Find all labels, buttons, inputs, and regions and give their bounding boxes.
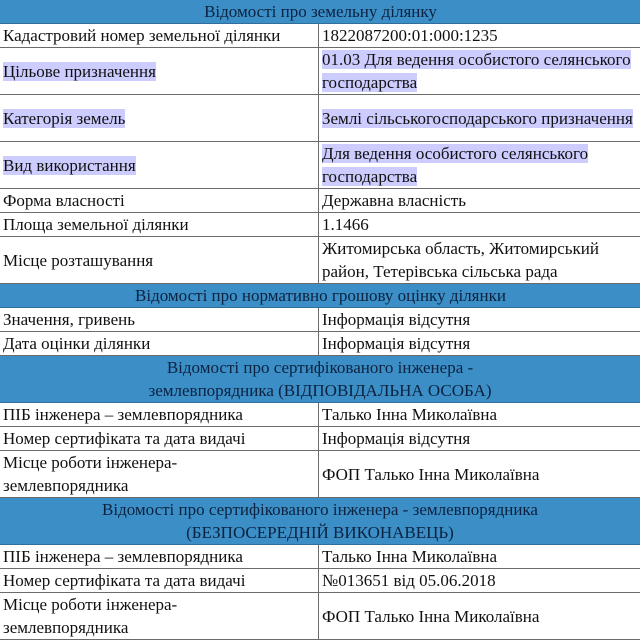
row-value: ФОП Талько Інна Миколаївна: [319, 593, 640, 640]
table-row-land-category: [0, 95, 640, 142]
row-label: Значення, гривень: [0, 308, 319, 332]
row-value: Талько Інна Миколаївна: [319, 403, 640, 427]
row-value: Талько Інна Миколаївна: [319, 545, 640, 569]
table-row-location: [0, 237, 640, 284]
section-title: Відомості про сертифікованого інженера - землевпорядника (БЕЗПОСЕРЕДНІЙ ВИКОНАВЕЦЬ): [0, 498, 640, 545]
section-header-normative-valuation: [0, 284, 640, 308]
row-value: Для ведення особистого селянського господарства: [322, 144, 589, 186]
row-value: 1.1466: [319, 213, 640, 237]
row-label: Місце роботи інженера-землевпорядника: [0, 593, 319, 640]
table-row-certificate: [0, 427, 640, 451]
row-label: Номер сертифіката та дата видачі: [0, 427, 319, 451]
row-value: 01.03 Для ведення особистого селянського господарства: [322, 50, 631, 92]
table-row-engineer-name: [0, 545, 640, 569]
row-label: Категорія земель: [3, 108, 126, 128]
section-header-land-parcel: [0, 0, 640, 24]
row-label: Номер сертифіката та дата видачі: [0, 569, 319, 593]
section-title: Відомості про нормативно грошову оцінку ділянки: [0, 284, 640, 308]
section-header-direct-executor: [0, 498, 640, 545]
row-value: Державна власність: [319, 189, 640, 213]
row-label: Дата оцінки ділянки: [0, 332, 319, 356]
row-label: Кадастровий номер земельної ділянки: [0, 24, 319, 48]
table-row-workplace: [0, 451, 640, 498]
table-row-area: [0, 213, 640, 237]
table-row-usage-type: [0, 142, 640, 189]
table-row-cadastral-number: [0, 24, 640, 48]
row-value: №013651 від 05.06.2018: [319, 569, 640, 593]
row-value: Інформація відсутня: [319, 308, 640, 332]
row-value: Житомирська область, Житомирський район, Тетерівська сільська рада: [319, 237, 640, 284]
section-title: Відомості про земельну ділянку: [0, 0, 640, 24]
row-label: Місце розташування: [0, 237, 319, 284]
table-row-workplace: [0, 593, 640, 640]
table-row-engineer-name: [0, 403, 640, 427]
row-label: ПІБ інженера – землевпорядника: [0, 545, 319, 569]
section-header-responsible-engineer: [0, 356, 640, 403]
row-label: Місце роботи інженера-землевпорядника: [0, 451, 319, 498]
table-row-purpose: [0, 48, 640, 95]
row-label: ПІБ інженера – землевпорядника: [0, 403, 319, 427]
section-title: Відомості про сертифікованого інженера - землевпорядника (ВІДПОВІДАЛЬНА ОСОБА): [0, 356, 640, 403]
row-value: Землі сільськогосподарського призначення: [322, 108, 633, 128]
table-row-valuation-date: [0, 332, 640, 356]
row-label: Форма власності: [0, 189, 319, 213]
table-row-ownership-form: [0, 189, 640, 213]
table-row-certificate: [0, 569, 640, 593]
table-row-valuation-amount: [0, 308, 640, 332]
row-label: Вид використання: [3, 155, 136, 175]
row-value: ФОП Талько Інна Миколаївна: [319, 451, 640, 498]
row-label: Площа земельної ділянки: [0, 213, 319, 237]
row-value: Інформація відсутня: [319, 332, 640, 356]
row-value: Інформація відсутня: [319, 427, 640, 451]
row-value: 1822087200:01:000:1235: [319, 24, 640, 48]
row-label: Цільове призначення: [3, 61, 156, 81]
